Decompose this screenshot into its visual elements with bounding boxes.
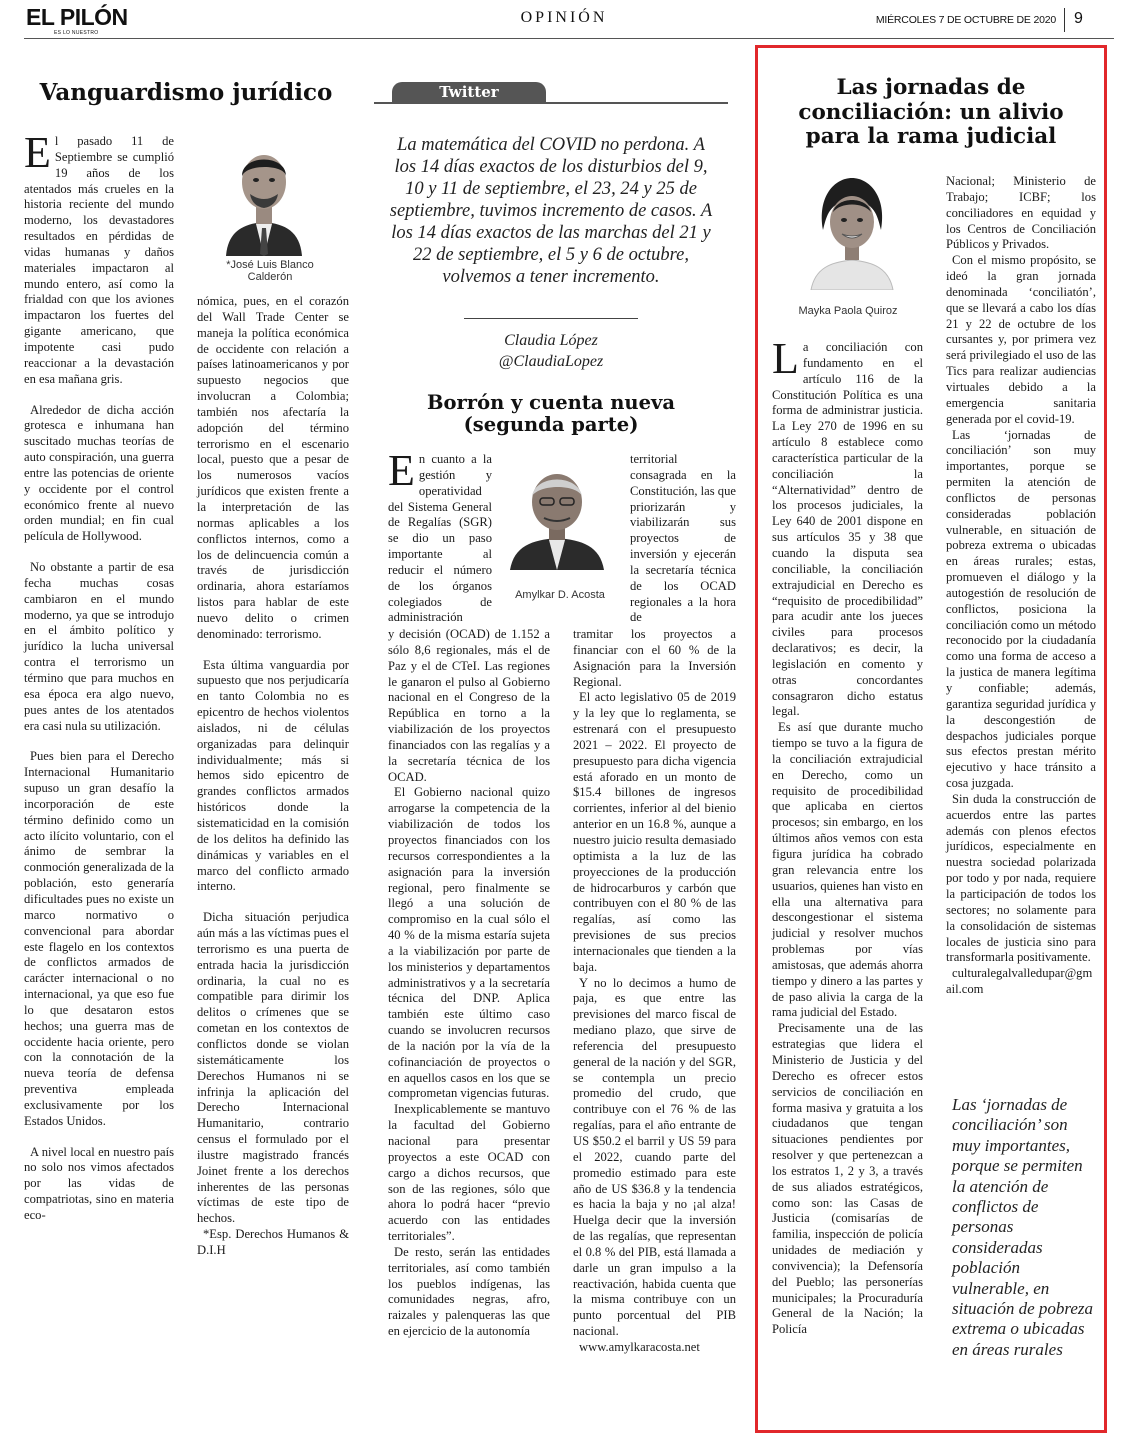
section-title: OPINIÓN <box>520 9 608 26</box>
article-paragraph: Es así que durante mucho tiempo se tuvo a la figura de la conciliación extrajudicial en Derecho, como un requisito de procedibilidad que aplicaba en ciertos procesos; sin embargo, en los últimos años vemos con esta figura jurídica ha cobrado gran relevancia entre los usuarios, quienes han visto en ella una alternativa para descongestionar el sistema judicial y resolver muchos problemas por vías amistosas, que además ahorra tiempo y dinero a las partes y de paso alivia la carga de la rama judicial del Estado. <box>772 720 923 1020</box>
masthead-divider <box>1064 8 1065 32</box>
article-title-line: Las jornadas de <box>836 75 1026 100</box>
article-column-vanguardismo-a <box>24 128 174 1224</box>
article-paragraph: nómica, pues, en el corazón del Wall Trade Center se maneja la política económica de occidente con relación a países latinoamericanos y por supuesto negocios que involucran a Colombia; también nos afectaría la adopción del término terrorismo en el escenario local, puesto que a pesar de los numerosos vacíos jurídicos que existen frente a la interpretación de las normas aplicables a los conflictos internos, como a los de delincuencia común a través de jurisdicción ordinaria, ahora estaríamos listos para hablar de este nuevo delito o crimen denominado: terrorismo. <box>197 294 349 641</box>
article-paragraph: tramitar los proyectos a financiar con el 60 % de la Asignación para la Inversión Regional. <box>573 627 736 689</box>
article-column-vanguardismo-b <box>197 294 349 1259</box>
article-title-borron <box>386 392 716 436</box>
article-column-borron-b1 <box>388 627 550 1340</box>
page-number: 9 <box>1074 10 1083 27</box>
issue-date: MIÉRCOLES 7 DE OCTUBRE DE 2020 <box>875 14 1056 26</box>
author-portrait-icon <box>218 136 310 256</box>
article-paragraph: De resto, serán las entidades territoriales, así como también los pueblos indígenas, las comunidades negras, afro, raizales y palenqueras las que en ejercicio de la autonomía <box>388 1244 550 1339</box>
article-paragraph: a conciliación con fundamento en el artículo 116 de la Constitución Política es una forma de administrar justicia. La Ley 270 de 1996 en su artículo 8 establece como característica particular de la conciliación la “Alternatividad” dentro de los procesos judiciales, la Ley 640 de 2001 dispone en sus artículos 35 y 38 que cuando la disputa sea conciliable, la conciliación extrajudicial en Derecho es “requisito de procedibilidad” para acudir ante los jueces civiles para procesos declarativos; es decir, la legislación en comento y otras concordantes consagraron dicho estatus legal. <box>772 340 923 719</box>
author-caption-acosta: Amylkar D. Acosta <box>515 589 605 601</box>
twitter-label: Twitter <box>392 82 546 102</box>
article-paragraph: No obstante a partir de esa fecha muchas cosas cambiaron en el mundo moderno, ya que se introdujo en el ámbito político y jurídico la lucha universal contra el terrorismo un término que para muchos en esa época era algo nuevo, pues antes de los atentados era casi nula su utilización. <box>24 560 174 733</box>
author-signature: *Esp. Derechos Humanos & D.I.H <box>197 1227 349 1257</box>
dropcap: L <box>772 334 799 383</box>
article-paragraph: Y no lo decimos a humo de paja, es que entre las previsiones del marco fiscal de mediano plazo, que sirve de referencia del presupuesto general de la nación y del SGR, se contempla un precio promedio del crudo, que contribuye con el 76 % de las regalías, para el año entrante de US $50.2 el barril y US 59 para el 2022, cuando parte del promedio estimado para este año de US $36.8 y la tendencia es hacia la baja y no ¡al alza! Huelga decir que la inversión de las regalías, que representan el 0.8 % del PIB, está llamada a darle un gran impulso a la reactivación, habida cuenta que la misma contribuye con un punto porcentual del PIB nacional. <box>573 975 736 1339</box>
article-paragraph: A nivel local en nuestro país no solo nos vimos afectados por las vidas de compatriotas, sino en materia eco- <box>24 1144 174 1222</box>
author-email: culturalegalvalledupar@gmail.com <box>946 966 1093 997</box>
tweet-author: Claudia López <box>504 332 598 349</box>
article-paragraph: El acto legislativo 05 de 2019 y la ley que lo reglamenta, se estrenará con el presupuesto 2021 – 2022. El proyecto de presupuesto para dicha vigencia está aforado en un monto de $15.4 billones de ingresos corrientes, inferior al del bienio anterior en un 16.8 %, aunque a nuestro juicio resulta demasiado optimista a la luz de las proyecciones de la producción de hidrocarburos y carbón que contribuyen con el 80 % de las regalías, así como las previsiones de sus precios internacionales que tienden a la baja. <box>573 690 736 974</box>
article-title-vanguardismo: Vanguardismo jurídico <box>39 79 333 106</box>
author-website: www.amylkaracosta.net <box>579 1339 700 1354</box>
tweet-handle: @ClaudiaLopez <box>498 353 604 370</box>
author-portrait-icon <box>506 460 608 570</box>
author-photo-quiroz <box>805 174 899 290</box>
article-paragraph: Pues bien para el Derecho Internacional Humanitario supuso un gran desafío la incorporación de este término definido como un acto ilícito voluntario, con el ánimo de sembrar la conmoción generalizada de la población, esto generaría dificultades pues no existe un marco normativo o convencional para abordar este flagelo en los contextos de conflictos armados de carácter internacional o no internacional, ya que eso fue lo que desataron estos hechos; una guerra mas de occidente hacia oriente, pero con la connotación de la nueva teoría de defensa preventiva empleada exclusivamente por los Estados Unidos. <box>24 749 174 1128</box>
article-paragraph: l pasado 11 de Septiembre se cumplió 19 años de los atentados más crueles en la historia reciente del mundo moderno, los devastadores resultados en pérdidas de vidas humanas y daños materiales impactaron al mundo entero, así como la frialdad con que los aviones impactaron los fuertes del gigante americano, que impotente casi pudo reaccionar a la devastación en esa mañana gris. <box>24 134 174 386</box>
article-column-borron-b2 <box>573 627 736 1356</box>
pull-quote: Las ‘jornadas de conciliación’ son muy importantes, porque se permiten la atención de conflictos de personas consideradas población vulnerable, en situación de pobreza extrema o ubicadas en áreas rurales <box>952 1095 1094 1359</box>
article-paragraph: Dicha situación perjudica aún más a las víctimas pues el terrorismo es una puerta de entrada hacia la jurisdicción ordinaria, la cual no es compatible para dirimir los delitos o crímenes que se cometan en los contextos de conflictos donde se violan sistemáticamente los Derechos Humanos ni se infrinja la aplicación del Derecho Internacional Humanitario, contrario census el formulado por el ilustre magistrado francés Joinet frente a los derechos inherentes de las personas víctimas de este tipo de hechos. <box>197 910 349 1226</box>
article-column-conciliacion-b <box>946 174 1096 998</box>
article-title-line: Borrón y cuenta nueva <box>427 391 675 414</box>
article-paragraph: territorial consagrada en la Constitución, las que priorizarán y viabilizarán sus proyectos de inversión y ejecerán la secretaría técnica de los OCAD regionales a la hora de <box>630 452 736 625</box>
quote-divider <box>464 318 638 319</box>
article-title-conciliacion <box>764 76 1098 150</box>
dropcap: E <box>24 128 51 177</box>
article-title-line: conciliación: un alivio <box>798 99 1064 125</box>
newspaper-tagline: ES LO NUESTRO <box>54 30 99 36</box>
article-column-borron-a2 <box>630 452 736 626</box>
author-portrait-icon <box>805 174 899 290</box>
article-paragraph: n cuanto a la gestión y operatividad del Sistema General de Regalías (SGR) se dio un paso importante al reducir el número de los órganos colegiados de administración <box>388 452 492 625</box>
article-column-conciliacion-a <box>772 334 923 1338</box>
article-paragraph: Con el mismo propósito, se ideó la gran jornada denominada ‘conciliatón’, que se llevará a cabo los días 21 y 22 de octubre de los cursantes y, por primera vez será privilegiado el uso de las Tics para realizar audiencias virtuales debido a la emergencia sanitaria generada por el covid-19. <box>946 253 1096 426</box>
article-paragraph: El Gobierno nacional quizo arrogarse la competencia de la viabilización de todos los proyectos financiados con los recursos correspondientes a la asignación para la inversión regional, pero finalmente se llegó a una solución de compromiso en la cual sólo el 40 % de la misma estaría sujeta a la viabilización por parte de los ministerios y departamentos administrativos y a la secretaría técnica del DNP. Aplica también este último caso cuando se involucren recursos de la nación por la vía de la cofinanciación de proyectos o en aquellos casos en los que se comprometan vigencias futuras. <box>388 785 550 1101</box>
article-paragraph: Inexplicablemente se mantuvo la facultad del Gobierno nacional para presentar proyectos a este OCAD con cargo a dichos recursos, que son de las regiones, sólo que ahora lo podrá hacer “previo acuerdo con las entidades territoriales”. <box>388 1102 550 1244</box>
masthead-rule <box>24 38 1114 39</box>
tweet-quote: La matemática del COVID no perdona. A los 14 días exactos de los disturbios del 9, 10 y 11 de septiembre, el 23, 24 y 25 de septiembre, tuvimos incremento de casos. A los 14 días exactos de las marchas del 21 y 22 de septiembre, el 5 y 6 de octubre, volvemos a tener incremento. <box>389 135 713 287</box>
article-paragraph: Las ‘jornadas de conciliación’ son muy importantes, porque se permiten la atención de conflictos de personas consideradas población vulnerable, en situación de pobreza extrema o ubicadas en áreas rurales; estas, promueven el diálogo y la autogestión de resolución de conflictos, posiciona la conciliación como un método reconocido por la ciudadanía como una forma de acceso a la justica de manera legítima y confiable; además, garantiza seguridad jurídica y la descongestión de despachos judiciales porque sus efectos prestan mérito ejecutivo y hace tránsito a cosa juzgada. <box>946 427 1096 791</box>
article-title-line: (segunda parte) <box>463 413 639 437</box>
author-caption-quiroz: Mayka Paola Quiroz <box>798 305 898 317</box>
article-paragraph: Sin duda la construcción de acuerdos entre las partes además con plenos efectos jurídicos, especialmente en nuestra sociedad polarizada por todo y por nada, requiere la participación de todos los sectores; no solamente para la consolidación de sistemas locales de justicia sino para transformarla positivamente. <box>946 791 1096 965</box>
article-title-line: para la rama judicial <box>805 124 1057 149</box>
article-column-borron-a1 <box>388 446 492 626</box>
dropcap: E <box>388 446 415 495</box>
article-paragraph: y decisión (OCAD) de 1.152 a sólo 8,6 regionales, más el de Paz y el de CTeI. Las regiones le ganaron el pulso al Gobierno nacional en el Congreso de la República en torno a la viabilización de los proyectos financiados con las regalías y a la secretaría técnica de los OCAD. <box>388 627 550 784</box>
article-paragraph: Alrededor de dicha acción grotesca e inhumana han suscitado muchas teorías de auto conspiración, una guerra entre las potencias de oriente y occidente por el control económico frente al nuevo orden mundial; en fin cual película de Hollywood. <box>24 402 174 544</box>
article-paragraph: Esta última vanguardia por supuesto que nos perjudicaría en tanto Colombia no es epicentro de hechos violentos aislados, ni de células organizadas para delinquir individualmente; más si hemos sido epicentro de grandes conflictos armados históricos donde la sistematicidad en la comisión de los delitos ha definido las dinámicas y variables en el marco del conflicto armado interno. <box>197 657 349 894</box>
article-paragraph: Precisamente una de las estrategias que lidera el Ministerio de Justicia y del Derecho es ofrecer estos servicios de conciliación en forma masiva y gratuita a los ciudadanos que tengan situaciones pendientes por resolver y que pertenezcan a los estratos 1, 2 y 3, a través de sus aliados estratégicos, como son: las Casas de Justicia (comisarías de familia, inspección de policía unidades de mediación y convivencia); la Defensoría del Pueblo; las personerías municipales; la Procuraduría General de la Nación; la Policía <box>772 1021 923 1337</box>
article-paragraph: Nacional; Ministerio de Trabajo; ICBF; los conciliadores en equidad y los Centros de Conciliación Públicos y Privados. <box>946 174 1096 252</box>
author-caption-blanco: *José Luis Blanco Calderón <box>226 259 314 283</box>
newspaper-logo: EL PILÓN <box>26 4 128 30</box>
author-photo-blanco <box>218 136 310 256</box>
author-photo-acosta <box>506 460 608 570</box>
